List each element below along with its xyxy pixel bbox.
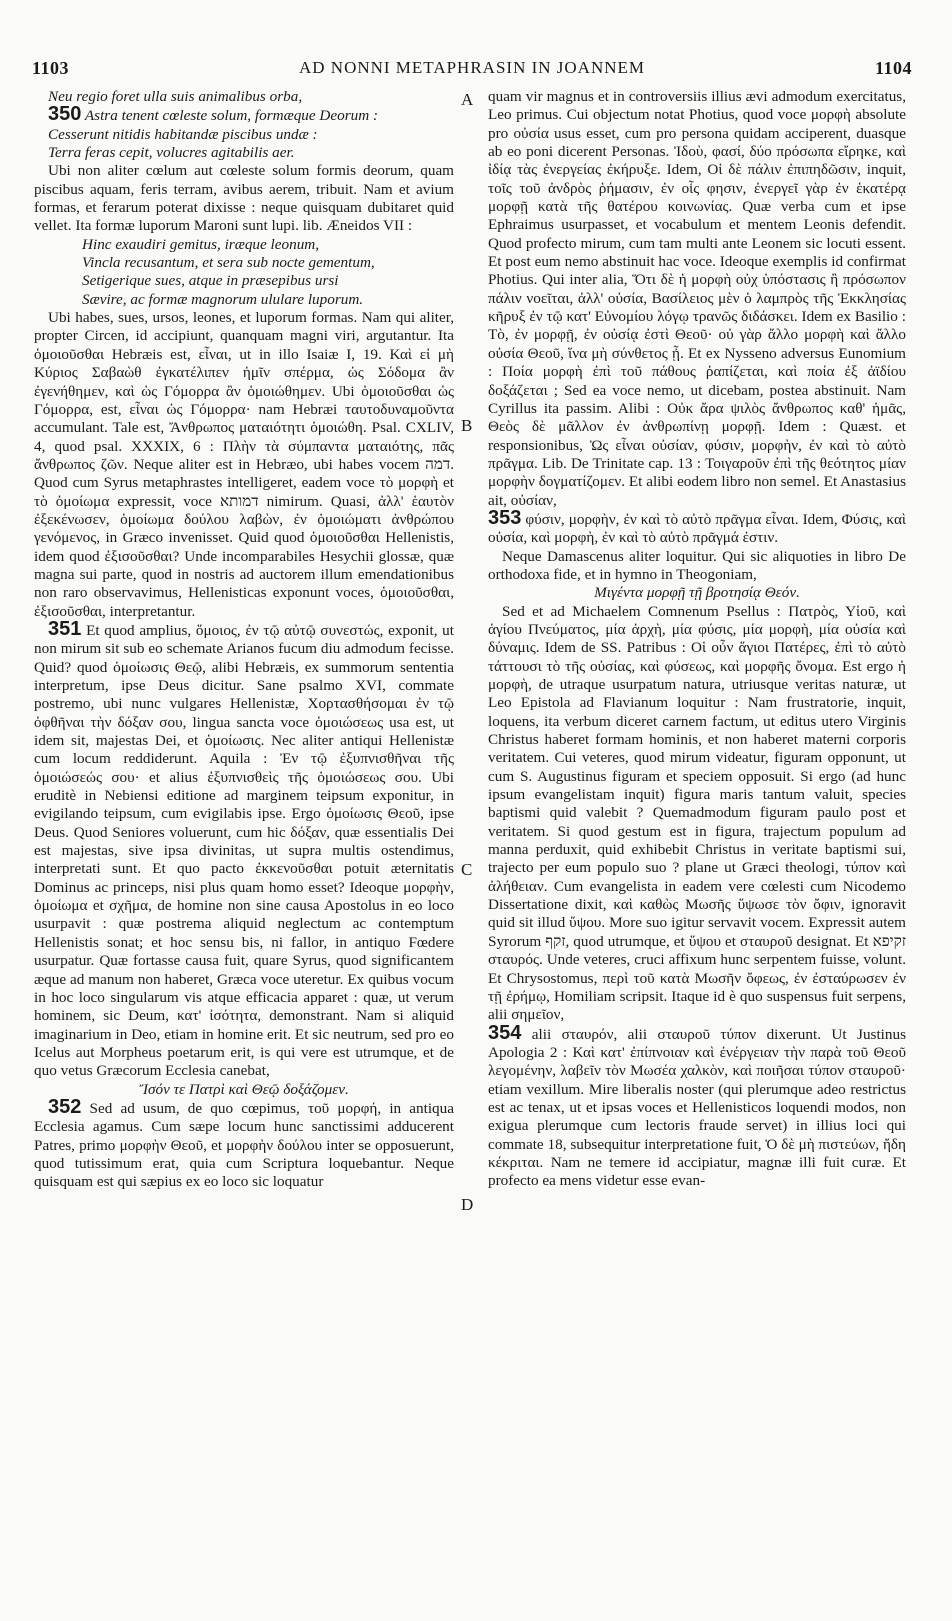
body-paragraph: Sed et ad Michaelem Comnenum Psellus : Πατρὸς, Υἱοῦ, καὶ ἁγίου Πνεύματος, μία ἀρχὴ, μία φύσις, μία μορφὴ, μία οὐσία καὶ δύναμις. Idem de SS. Patribus : Οἱ οὖν ἅγιοι Πατέρες, ἐπὶ τὸ αὐτὸ τάττουσι τὸ τῆς οὐσίας, καὶ φύσεως, καὶ μορφῆς ὄνομα. Est ergo ἡ μορφὴ, de utraque usurpatum natura, utriusque veritas naturæ, ut Leo Epistola ad Flavianum loquitur : Nam frustratorie, inquit, loquens, ita verbum diceret carnem factum, ut editus utero Virginis Christus haberet formam hominis, et non haberet materni corporis veritatem. Cui veteres, quod mirum videatur, figuram opponunt, ut cum S. Augustinus figuram et speciem opposuit. Si ergo (ad hunc ipsum evangelistam inquit) figura maris tantum valuit, species baptismi quid valebit ? Quemadmodum figuram paulo post et veritatem. Si quod gestum est in figura, trajectum populum ad manna perduxit, quid exhibebit Christus in veritate baptismi sui, trajecto per eum populo suo ? plane ut Græci theologi, τύπον καὶ ἀλήθειαν. Cum evangelista in eadem vere cœlesti cum Nicodemo Dissertatione dixit, καὶ καθὼς Μωσῆς ὕψωσε τὸν ὄφιν, ignoravit quid sit illud ὕψου. More suo igitur servavit vocem. Expressit autem Syrorum זקף, quod utrumque, et ὕψου et σταυροῦ designat. Et זקיפא σταυρός. Unde veteres, cruci affixum hunc serpentem fuisse, volunt. Et Chrysostomus, περὶ τοῦ κατὰ Μωσῆν ὄφεως, ἐν ἐσταύρωσεν ἐν τῇ ἐρήμῳ, Homiliam scripsit. Itaque id è quo suspensus fuit serpens, alii σημεῖον, bbox=[488, 602, 906, 1024]
margin-letter-b: B bbox=[461, 416, 473, 435]
greek-verse-line: Ἴσόν τε Πατρὶ καὶ Θεῷ δοξάζομεν. bbox=[139, 1080, 349, 1098]
section-number: 352 bbox=[48, 1095, 82, 1118]
paragraph-text: alii σταυρόν, alii σταυροῦ τύπον dixerunt. Ut Justinus Apologia 2 : Καὶ κατ' ἐπίπνοιαν καὶ ἐνέργειαν τὴν παρὰ τοῦ Θεοῦ λεγομένην, λαβεῖν τὸν Μωσέα χαλκὸν, καὶ ποιῆσαι τύπον σταυροῦ· etiam vexillum. Mire liberalis noster (qui plerumque adeo restrictus est ac tenax, ut et ipsas voces et Hellenisticos loquendi modos, non exigua plerumque cum lectoris fraude servet) in illius loci qui commate 18, subsequitur interpretatione fuit, Ὁ δὲ μὴ πιστεύων, ἤδη κέκριται. Nam ne temere id accipiatur, magnæ illi fuit curæ. Et profecto ea mens videtur esse evan- bbox=[488, 1025, 906, 1190]
numbered-paragraph bbox=[488, 1021, 906, 1191]
paragraph-text: φύσιν, μορφὴν, ἐν καὶ τὸ αὐτὸ πρᾶγμα εἶναι. Idem, Φύσις, καὶ οὐσία, καὶ μορφὴ, ἐν καὶ τὸ αὐτὸ πρᾶγμά ἐστιν. bbox=[488, 510, 906, 547]
right-page-number: 1104 bbox=[874, 58, 912, 78]
numbered-paragraph bbox=[34, 1095, 454, 1192]
body-paragraph: quam vir magnus et in controversiis illius ævi admodum exercitatus, Leo primus. Cui objectum notat Photius, quod voce μορφὴ absolute pro οὐσία usus esset, cum pro persona quidam acciperent, duasque ab eo poni dicerent Personas. Ἰδοὺ, φασί, δύο πρόσωπα εἴρηκε, καὶ ἰδίᾳ τὰς ἐνεργείας ἐκήρυξε. Idem, Οἱ δὲ πάλιν ἐπιπηδῶσιν, inquit, τοῖς τοῦ ἀνδρὸς ῥήμασιν, ἐν οἷς φησιν, ἐνεργεῖ γὰρ ἐν ἑκατέρᾳ μορφῇ κατὰ τῆς θατέρου κοινωνίας. Quæ verba cum et ipse Ephraimus usurpasset, et vocabulum et mentem Leonis defendit. Quod profecto mirum, cum tam multi ante Leonem sic locuti essent. Et post eum nemo abstinuit hac voce. Ideoque exemplis id confirmat Photius. Qui inter alia, Ὅτι δὲ ἡ μορφὴ οὐχ ὑπόστασις ἢ πρόσωπον πάλιν νοεῖται, ἀλλ' οὐσία, Βασίλειος μὲν ὁ λαμπρὸς τῆς Ἐκκλησίας κῆρυξ ἐν τῷ κατ' Εὐνομίου λόγῳ τρανῶς διδάσκει. Idem ex Basilio : Τὸ, ἐν μορφῇ, ἐν οὐσίᾳ ἐστὶ Θεοῦ· οὐ γὰρ ἄλλο μορφὴ καὶ ἄλλο οὐσία Θεοῦ, ἵνα μὴ σύνθετος ᾖ. Et ex Nysseno adversus Eunomium : Ποία μορφὴ ἐπὶ τοῦ πάθους ῥαπίζεται, καὶ ποία ἐξ ἀϊδίου δοξάζεται ; Sed ea voce nemo, ut dicebam, postea abstinuit. Nam Cyrillus ita passim. Alibi : Οὐκ ἄρα ψιλὸς ἄνθρωπος καθ' ἡμᾶς, Θεὸς δὲ μᾶλλον ἐν ἀνθρωπίνῃ μορφῇ. Idem : Quæst. et responsionibus, Ὡς εἶναι οὐσίαν, φύσιν, μορφὴν, ἐν καὶ τὸ αὐτὸ πρᾶγμα. Lib. De Trinitate cap. 13 : Τοιγαροῦν ἐπὶ τῆς θεότητος μίαν μορφὴν δογματίζομεν. Et alibi eodem libro non semel. Et Anastasius ait, οὐσίαν, bbox=[488, 88, 906, 509]
body-paragraph: Ubi habes, sues, ursos, leones, et luporum formas. Nam qui aliter, propter Circen, id accipiunt, quanquam magni viri, argutantur. Ita ὁμοιοῦσθαι Hebræis est, εἶναι, ut in illo Isaiæ I, 19. Καὶ εἰ μὴ Κύριος Σαβαὼθ ἐγκατέλιπεν ἡμῖν σπέρμα, ὡς Σόδομα ἂν ἐγενήθημεν, καὶ ὡς Γόμορρα ἂν ὁμοιώθημεν. Ubi ὁμοιοῦσθαι ὡς Γόμορρα, est, εἶναι ὡς Γόμορρα· nam Hebræi ταυτοδυναμοῦντα accumulant. Tale est, Ἄνθρωπος ματαιότητι ὁμοιώθη. Psal. CXLIV, 4, quod psal. XXXIX, 6 : Πλὴν τὰ σύμπαντα ματαιότης, πᾶς ἄνθρωπος ζῶν. Neque aliter est in Hebræo, ubi habes vocem דמה. Quod cum Syrus metaphrastes intelligeret, eadem voce τὸ μορφὴ et τὸ ὁμοίωμα expressit, voce דמותא nimirum. Quasi, ἀλλ' ἑαυτὸν ἐξεκένωσεν, ὁμοίωμα δούλου λαβὼν, ἐν ὁμοιώματι ἀνθρώπου γενόμενος, in Græco invenisset. Quid quod ὁμοιοῦσθαι Hellenistis, idem quod ἐξισοῦσθαι? Unde incomparabiles Hesychii glossæ, quæ magna sui parte, quod in nostris ad auctorem illum emendationibus non raro observavimus, Hellenisticas exponunt voces, ὁμοιοῦσθαι, ἐξισοῦσθαι, interpretantur. bbox=[34, 309, 454, 620]
margin-letter-d: D bbox=[461, 1195, 474, 1214]
margin-letter-c: C bbox=[461, 860, 473, 879]
section-number: 350 bbox=[48, 103, 82, 126]
section-number: 351 bbox=[48, 617, 82, 640]
left-page-number: 1103 bbox=[32, 58, 70, 78]
paragraph-text: Astra tenent cœleste solum, formæque Deorum : bbox=[81, 107, 379, 125]
numbered-paragraph bbox=[34, 617, 454, 1081]
section-number: 353 bbox=[488, 506, 522, 529]
verse-line: Terra feras cepit, volucres agitabilis aer. bbox=[48, 144, 295, 162]
body-paragraph: Neque Damascenus aliter loquitur. Qui sic aliquoties in libro De orthodoxa fide, et in hymno in Theogoniam, bbox=[488, 547, 906, 583]
paragraph-text: Et quod amplius, ὅμοιος, ἐν τῷ αὐτῷ συνεστώς, exponit, ut non mirum sit sub eo schemate Arianos fucum diu admodum fecisse. Quid? quod ὁμοίωσις Θεῷ, alibi Hebræis, ex summorum sententia interpretum, ipse Deus dicitur. Sane psalmo XVI, commate postremo, ubi nunc vulgares Hellenistæ, Χορτασθήσομαι ἐν τῷ ὀφθῆναι τὴν δόξαν σου, lingua sancta voce ὁμοιώσεως usa est, ut idem sit, majestas Dei, et ὁμοίωσις. Nec aliter antiqui Hellenistæ cum locum reddiderunt. Aquila : Ἐν τῷ ἐξυπνισθῆναι τῆς ὁμοιώσεώς σου· et alius ἐξυπνισθεὶς τῆς ὁμοιώσεως σου. Ubi eruditè in Nebiensi editione ad marginem teipsum exponitur, in evigilando teipsum, cum evigilabis ipse. Ergo ὁμοίωσις Θεοῦ, ipse Deus. Quod Seniores voluerunt, cum hic δόξαν, quæ essentialis Dei est majestas, sive ipsa divinitas, ut supra multis ostendimus, interpretati sunt. Et quo pacto ἐκκενοῦσθαι potuit æternitatis Dominus ac princeps, nisi plus quam homo esset? Ideoque μορφὴν, ὁμοίωμα et σχῆμα, de homine non sine causa Apostolus in eo loco usurpavit : quæ postrema aliquid neglectum ac contemptum Hellenistis sonat; et hoc sensu bis, ni fallor, in antiquo Fœdere usurpatur. Quæ fortasse causa fuit, quare Syrus, quod significantem æque ad manum non haberet, Græca voce uteretur. Ex quibus vocum in hoc loco singularum vis atque efficacia apparet : quæ, ut verum hominem, sic Deum, κατ' ἰσότητα, demonstrant. Nam si aliquid imaginarium in Deo, etiam in homine erit. Et sic neutrum, sed pro eo Icelus aut Morpheus poetarum erit, is qui vere est utrumque, et de quo vetus Græcorum Ecclesia canebat, bbox=[34, 621, 454, 1080]
margin-letter-a: A bbox=[461, 90, 474, 109]
running-header bbox=[32, 58, 912, 86]
left-column bbox=[34, 88, 454, 1192]
numbered-paragraph bbox=[488, 506, 906, 548]
numbered-paragraph bbox=[34, 103, 454, 126]
verse-line: Hinc exaudiri gemitus, iræque leonum, bbox=[82, 235, 320, 253]
paragraph-text: Sed ad usum, de quo cœpimus, τοῦ μορφή, in antiqua Ecclesia agamus. Cum sæpe locum hunc sanctissimi adducerent Patres, primo μορφὴν Θεοῦ, et μορφὴν δούλου inter se opposuerunt, quod tutissimum erat, quia cum Scriptura loquebantur. Neque quisquam est qui sæpius ex eo loco sic loquatur bbox=[34, 1099, 454, 1191]
running-title: AD NONNI METAPHRASIN IN JOANNEM bbox=[298, 58, 646, 77]
section-number: 354 bbox=[488, 1021, 522, 1044]
verse-line: Setigerique sues, atque in præsepibus ursi bbox=[82, 272, 339, 290]
verse-line: Sævire, ac formæ magnorum ululare luporum. bbox=[82, 290, 364, 308]
verse-line: Vincla recusantum, et sera sub nocte gementum, bbox=[82, 254, 375, 272]
verse-line: Cesserunt nitidis habitandæ piscibus undæ : bbox=[48, 125, 318, 143]
verse-line: Neu regio foret ulla suis animalibus orba, bbox=[48, 88, 303, 105]
body-paragraph: Ubi non aliter cœlum aut cœleste solum formis deorum, quam piscibus aquam, feris terram, avibus aerem, tribuit. Nam et avium formas, et ferarum poterat dixisse : neque quisquam dubitaret quid vellet. Ita formæ luporum Maroni sunt lupi. lib. Æneidos VII : bbox=[34, 162, 454, 235]
right-column bbox=[488, 88, 906, 1191]
greek-verse-line: Μιγέντα μορφῇ τῇ βροτησίᾳ Θεόν. bbox=[594, 584, 800, 602]
